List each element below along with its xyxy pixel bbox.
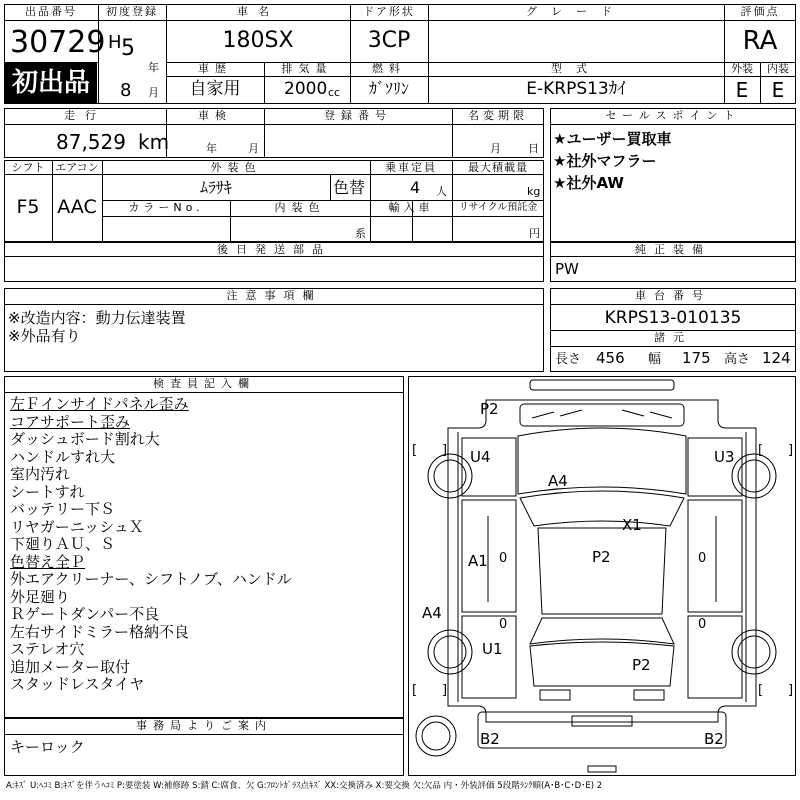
model: E-KRPS13ｶｲ	[526, 79, 626, 99]
bracket-right-4: ]	[788, 683, 794, 698]
car-name: 180SX	[222, 28, 294, 53]
history-label: 車歴	[198, 62, 232, 75]
bracket-right-3: ]	[442, 683, 448, 698]
mark-p2-roof: P2	[592, 548, 611, 566]
exterior-score: E	[735, 78, 749, 102]
office-note: キーロック	[10, 738, 85, 756]
mark-x1: X1	[622, 516, 642, 534]
first-listing-badge: 初出品	[5, 63, 97, 103]
interior-label: 内装	[767, 62, 789, 75]
ac-label: エアコン	[55, 161, 99, 174]
mark-p2-rear: P2	[632, 656, 651, 674]
mileage-unit: km	[138, 130, 170, 154]
fuel: ｶﾞｿﾘﾝ	[368, 79, 409, 98]
interior-score: E	[771, 78, 785, 102]
inspector-note: 追加メーター取付	[10, 657, 131, 676]
inspector-note: シートすれ	[10, 482, 85, 501]
shift: F5	[16, 196, 40, 218]
inspector-note: 色替え全Ｐ	[10, 552, 86, 571]
mark-a4-side: A4	[422, 604, 442, 622]
note-2: ※外品有り	[8, 327, 81, 345]
color-no-label: カラーNo.	[128, 201, 204, 214]
lot-no: 30729	[10, 25, 106, 60]
sales-point-3: ★社外AW	[553, 174, 624, 192]
repaint-mark: 色替	[333, 178, 366, 197]
mark-u1: U1	[482, 640, 503, 658]
mark-a1: A1	[468, 552, 488, 570]
int-color-unit: 系	[355, 227, 366, 240]
sales-points-label: セールスポイント	[605, 109, 741, 122]
mileage: 87,529	[56, 130, 126, 154]
door-label: ドア形状	[363, 5, 415, 18]
car-diagram	[408, 376, 796, 776]
note-1: ※改造内容：動力伝達装置	[8, 309, 186, 327]
grade-label: グレード	[526, 5, 626, 18]
inspector-note: 外足廻り	[10, 587, 71, 606]
length-label: 長さ	[555, 352, 582, 367]
width-label: 幅	[648, 352, 662, 367]
height: 124	[762, 349, 791, 367]
ext-color-label: 外装色	[210, 161, 262, 174]
fuel-label: 燃料	[372, 62, 406, 75]
history: 自家用	[189, 79, 241, 99]
month-unit: 月	[148, 86, 159, 99]
aircon: AAC	[57, 196, 97, 218]
capacity: 4	[410, 178, 421, 197]
bracket-right-2: ]	[788, 443, 794, 458]
name-change-month-unit: 月	[490, 142, 501, 155]
reg-no-label: 登録番号	[324, 109, 392, 122]
displacement-unit: cc	[328, 86, 341, 99]
inspector-notes	[10, 396, 292, 694]
era: H	[108, 32, 122, 53]
inspection-label: 車検	[198, 109, 232, 122]
mark-a4-hood: A4	[548, 472, 568, 490]
office-label: 事務局よりご案内	[136, 719, 272, 732]
max-load-label: 最大積載量	[468, 161, 528, 174]
inspector-note: 室内汚れ	[10, 465, 71, 483]
inspector-note: バッテリー下Ｓ	[10, 500, 116, 518]
later-parts-label: 後日発送部品	[217, 243, 331, 256]
exterior-label: 外装	[731, 62, 753, 75]
chassis-label: 車台番号	[635, 289, 711, 302]
int-color-label: 内装色	[274, 201, 326, 214]
mileage-label: 走行	[64, 109, 106, 122]
capacity-unit: 人	[436, 185, 447, 198]
inspector-note: コアサポート歪み	[10, 412, 131, 431]
sales-point-2: ★社外マフラー	[553, 152, 657, 170]
inspector-note: ステレオ穴	[10, 640, 85, 658]
mark-b2-left: B2	[480, 730, 500, 748]
bracket-left-3: [	[412, 683, 418, 698]
inspector-note: 左Ｆインサイドパネル歪み	[10, 395, 189, 413]
notes-label: 注意事項欄	[226, 289, 322, 302]
inspection-year-unit: 年	[206, 142, 217, 155]
inspector-note: ダッシュボード割れ大	[10, 430, 160, 448]
inspector-note: ハンドルすれ大	[10, 447, 116, 466]
width: 175	[682, 349, 711, 367]
name-change-label: 名変期限	[468, 109, 528, 122]
genuine-equipment: PW	[555, 260, 579, 278]
bracket-left-2: [	[758, 443, 764, 458]
shift-label: シフト	[11, 161, 45, 174]
inspector-note: スタッドレスタイヤ	[10, 675, 145, 693]
bracket-right-1: ]	[442, 443, 448, 458]
genuine-equipment-label: 純正装備	[635, 243, 711, 256]
model-label: 型式	[551, 62, 601, 75]
capacity-label: 乗車定員	[385, 161, 437, 174]
bracket-left-4: [	[758, 683, 764, 698]
reg-month: 8	[120, 80, 132, 101]
ext-color: ﾑﾗｻｷ	[200, 178, 233, 197]
inspector-note: 下廻りＡＵ、Ｓ	[10, 535, 116, 553]
recycle-unit: 円	[529, 227, 540, 240]
mark-u4: U4	[470, 448, 491, 466]
inspector-note: 外エアクリーナー、シフトノブ、ハンドル	[10, 570, 292, 588]
zero-right-front: 0	[698, 551, 707, 566]
inspector-note: Ｒゲートダンパー不良	[10, 605, 160, 623]
mark-p2-front: P2	[480, 400, 499, 418]
displacement-label: 排気量	[281, 62, 333, 75]
door-type: 3CP	[367, 28, 411, 53]
displacement: 2000	[284, 79, 328, 99]
sales-point-1: ★ユーザー買取車	[553, 130, 672, 148]
era-year: 5	[121, 36, 135, 61]
inspector-note: 左右サイドミラー格納不良	[10, 622, 189, 641]
zero-left-front: 0	[499, 551, 508, 566]
name-change-day-unit: 日	[528, 142, 539, 155]
mark-u3: U3	[714, 448, 735, 466]
length: 456	[596, 349, 625, 367]
import-label: 輸入車	[388, 201, 434, 214]
inspector-label: 検査員記入欄	[153, 377, 255, 390]
lot-no-label: 出品番号	[25, 5, 77, 18]
legend: A:ｷｽﾞ U:ﾍｺﾐ B:ｷｽﾞを伴うﾍｺﾐ P:要塗装 W:補修跡 S:錆 C:腐食、欠 G:ﾌﾛﾝﾄｶﾞﾗｽ点ｷｽﾞ XX:交換済み X:要交換 欠:欠品 内・外装評価 5段階ﾗﾝｸ順(A･B･C･D･E) 2	[6, 781, 603, 791]
chassis-no: KRPS13-010135	[604, 308, 742, 328]
first-reg-label: 初度登録	[106, 5, 158, 18]
recycle-label: リサイクル預託金	[458, 202, 538, 213]
year-unit: 年	[148, 61, 159, 74]
score-label: 評価点	[740, 5, 780, 18]
max-load-unit: kg	[527, 185, 541, 198]
zero-left-rear: 0	[499, 617, 508, 632]
car-name-label: 車名	[237, 5, 279, 18]
score: RA	[742, 26, 778, 56]
mark-b2-right: B2	[704, 730, 724, 748]
dims-label: 諸元	[654, 331, 692, 344]
height-label: 高さ	[724, 352, 751, 367]
bracket-left-1: [	[412, 443, 418, 458]
inspector-note: リヤガーニッシュＸ	[10, 517, 144, 536]
inspection-month-unit: 月	[248, 142, 259, 155]
zero-right-rear: 0	[698, 617, 707, 632]
